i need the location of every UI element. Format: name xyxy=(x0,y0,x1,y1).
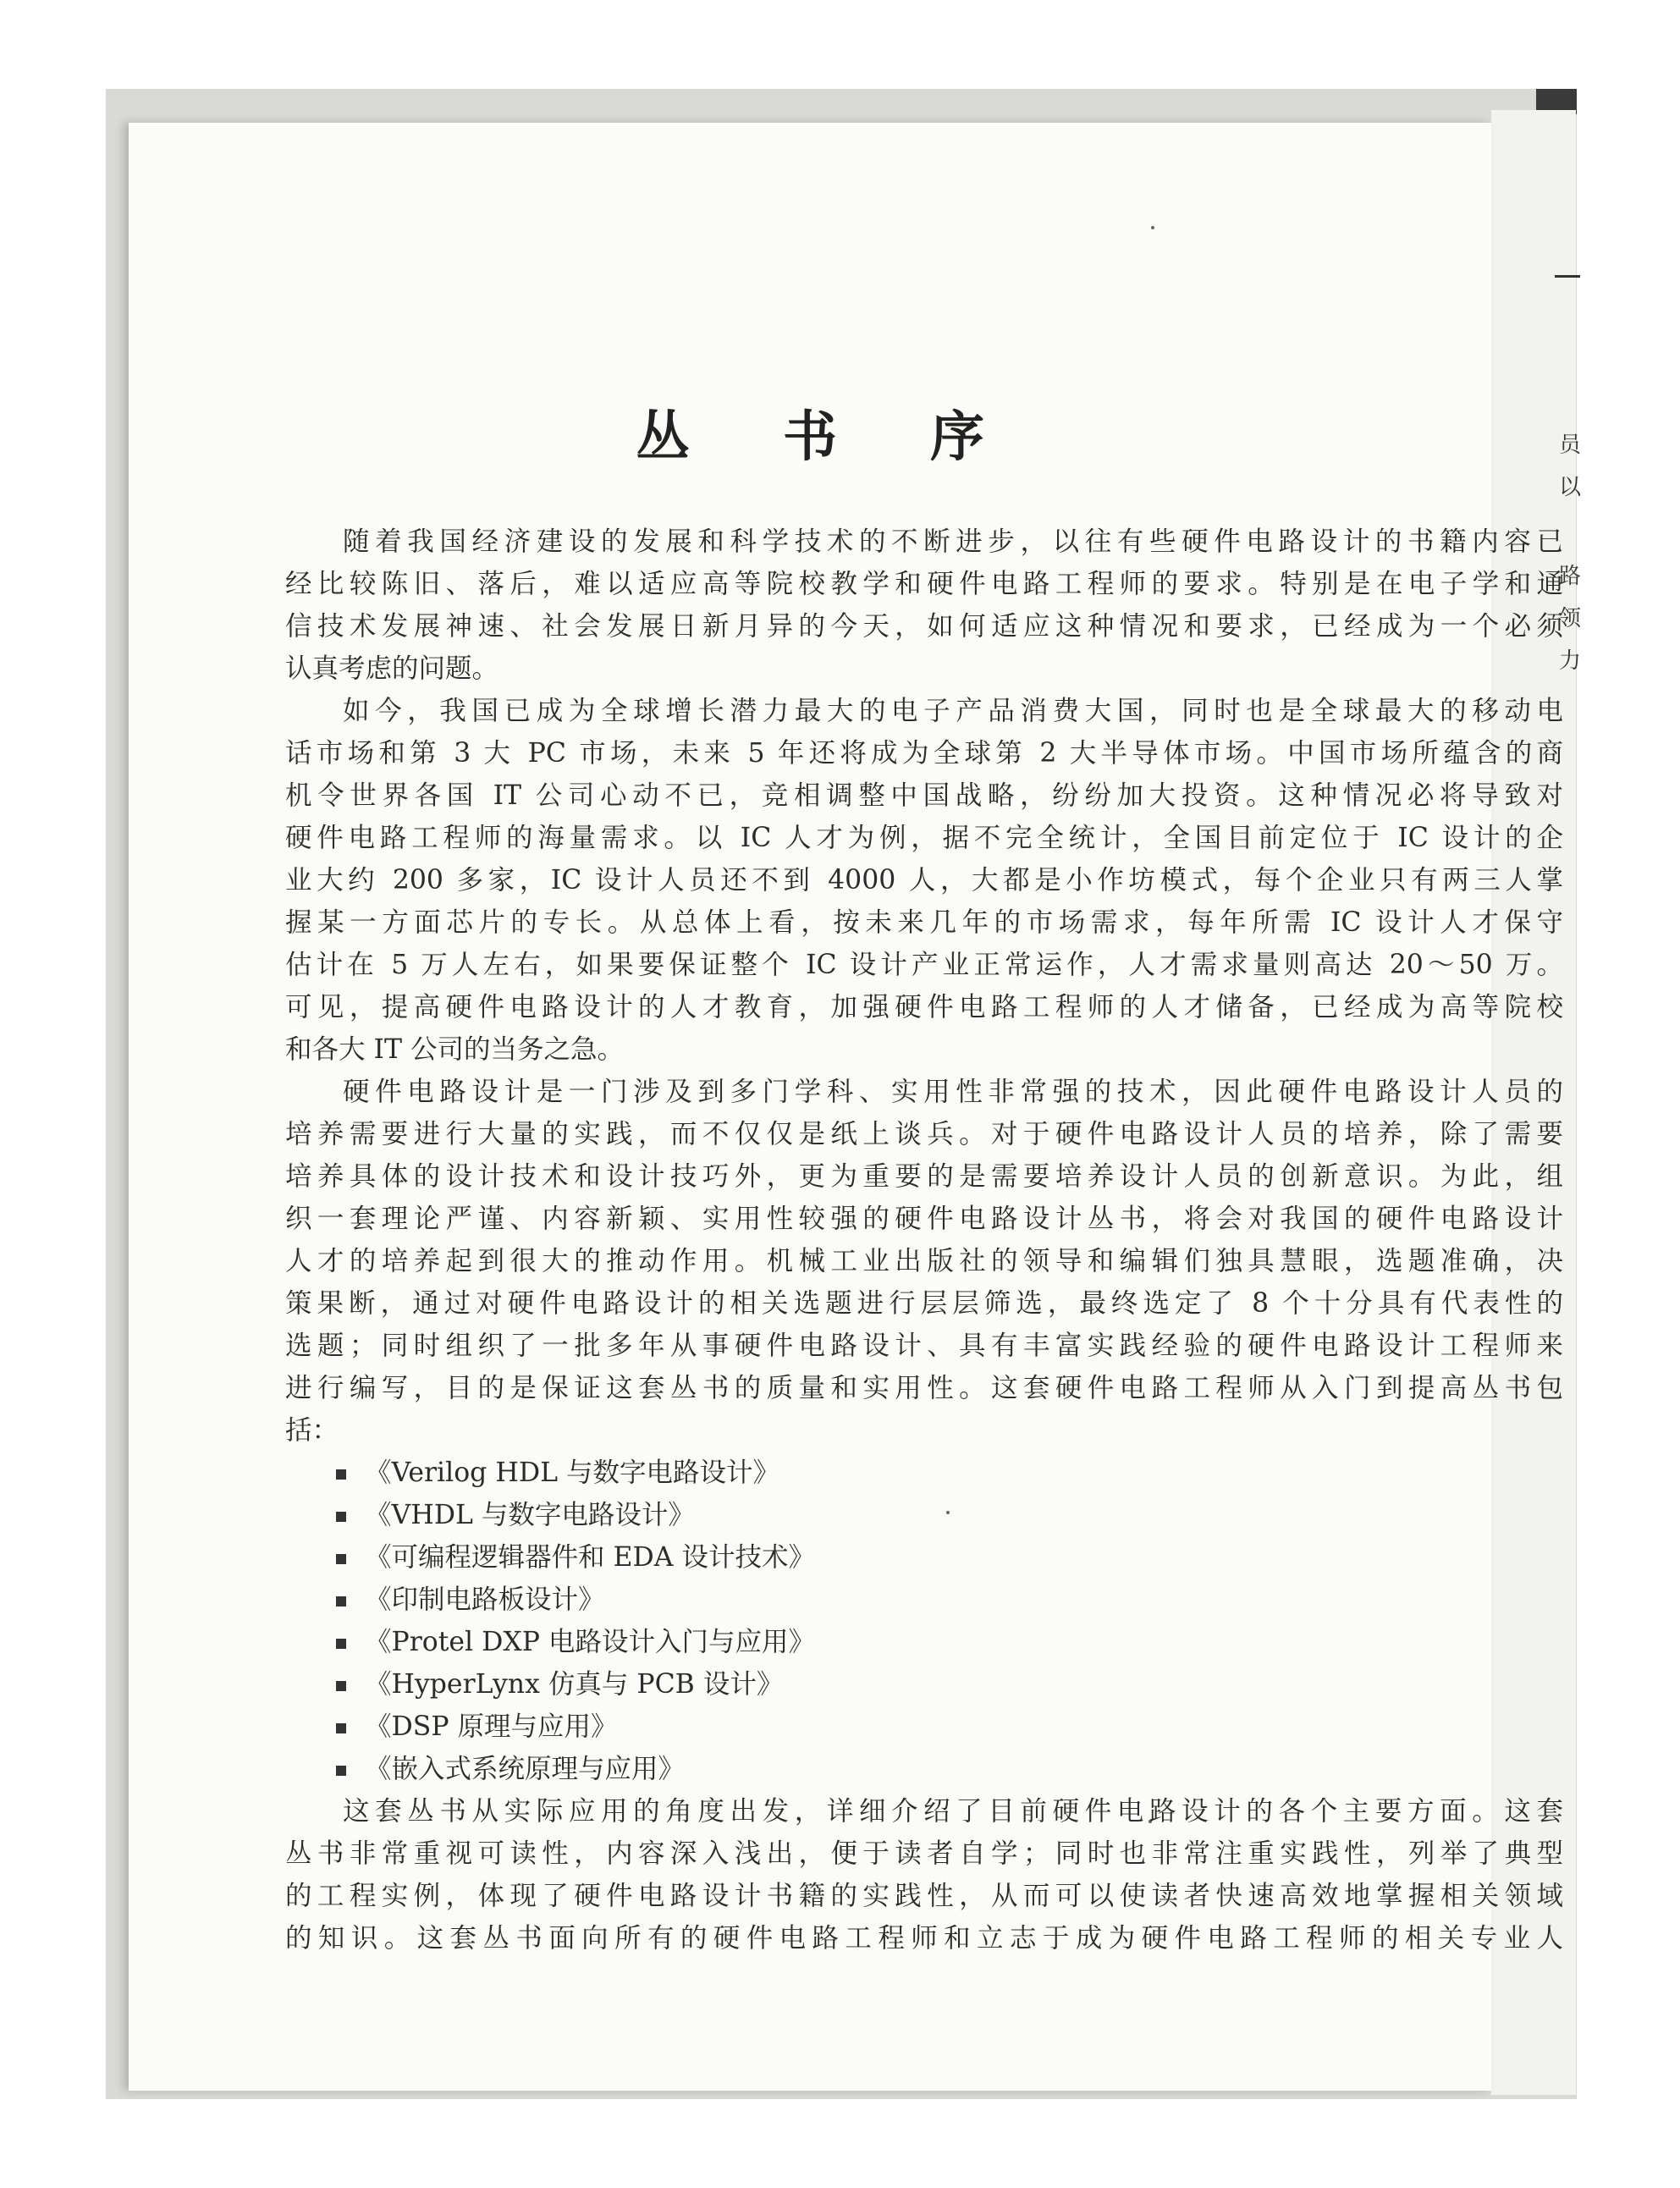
paragraph xyxy=(285,1071,1563,1452)
text-line: 培养具体的设计技术和设计技巧外，更为重要的是需要培养设计人员的创新意识。为此，组 xyxy=(285,1161,1563,1192)
book-title: 《DSP 原理与应用》 xyxy=(365,1711,618,1742)
facing-page-glyph: 力 xyxy=(1559,648,1582,674)
book-list-item xyxy=(285,1494,1563,1536)
book-list-item xyxy=(285,1536,1563,1579)
text-line: 的知识。这套丛书面向所有的硬件电路工程师和立志于成为硬件电路工程师的相关专业人 xyxy=(285,1923,1563,1954)
book-list-item xyxy=(285,1663,1563,1706)
square-bullet-icon xyxy=(336,1596,346,1607)
closing-paragraph xyxy=(285,1790,1563,1959)
text-line: 业大约 200 多家，IC 设计人员还不到 4000 人，大都是小作坊模式，每个企业只有两三人掌 xyxy=(285,865,1563,896)
book-title: 《嵌入式系统原理与应用》 xyxy=(365,1754,686,1784)
text-line: 进行编写，目的是保证这套丛书的质量和实用性。这套硬件电路工程师从入门到提高丛书包 xyxy=(285,1373,1563,1403)
book-title: 《Verilog HDL 与数字电路设计》 xyxy=(365,1458,780,1488)
text-line: 人才的培养起到很大的推动作用。机械工业出版社的领导和编辑们独具慧眼，选题准确，决 xyxy=(285,1246,1563,1276)
text-line: 机令世界各国 IT 公司心动不已，竞相调整中国战略，纷纷加大投资。这种情况必将导致对 xyxy=(285,780,1563,811)
text-line: 括： xyxy=(285,1415,339,1446)
facing-page-glyph: 路 xyxy=(1559,564,1582,589)
text-line: 估计在 5 万人左右，如果要保证整个 IC 设计产业正常运作，人才需求量则高达 20～50 万。 xyxy=(285,950,1563,980)
text-line: 和各大 IT 公司的当务之急。 xyxy=(285,1034,624,1065)
square-bullet-icon xyxy=(336,1639,346,1649)
text-line: 可见，提高硬件电路设计的人才教育，加强硬件电路工程师的人才储备，已经成为高等院校 xyxy=(285,992,1563,1022)
square-bullet-icon xyxy=(336,1554,346,1564)
text-line: 的工程实例，体现了硬件电路设计书籍的实践性，从而可以使读者快速高效地掌握相关领域 xyxy=(285,1881,1563,1911)
square-bullet-icon xyxy=(336,1723,346,1733)
text-line: 握某一方面芯片的专长。从总体上看，按未来几年的市场需求，每年所需 IC 设计人才保守 xyxy=(285,907,1563,938)
text-line: 话市场和第 3 大 PC 市场，未来 5 年还将成为全球第 2 大半导体市场。中国市场所蕴含的商 xyxy=(285,738,1563,769)
book-list-item xyxy=(285,1579,1563,1621)
facing-page-rule xyxy=(1555,275,1580,278)
text-line: 信技术发展神速、社会发展日新月异的今天，如何适应这种情况和要求，已经成为一个必须 xyxy=(285,611,1563,642)
square-bullet-icon xyxy=(336,1512,346,1522)
text-line: 如今，我国已成为全球增长潜力最大的电子产品消费大国，同时也是全球最大的移动电 xyxy=(343,696,1563,726)
book-title: 《印制电路板设计》 xyxy=(365,1585,605,1615)
preface-body xyxy=(285,521,1563,1959)
text-line: 这套丛书从实际应用的角度出发，详细介绍了目前硬件电路设计的各个主要方面。这套 xyxy=(343,1796,1563,1827)
square-bullet-icon xyxy=(336,1766,346,1776)
book-title: 《Protel DXP 电路设计入门与应用》 xyxy=(365,1627,815,1657)
page-title: 丛书序 xyxy=(636,405,1077,469)
facing-page-glyph: 以 xyxy=(1559,475,1582,500)
text-line: 织一套理论严谨、内容新颖、实用性较强的硬件电路设计丛书，将会对我国的硬件电路设计 xyxy=(285,1204,1563,1234)
book-list-item xyxy=(285,1621,1563,1663)
text-line: 策果断，通过对硬件电路设计的相关选题进行层层筛选，最终选定了 8 个十分具有代表性的 xyxy=(285,1288,1563,1319)
book-list xyxy=(285,1452,1563,1790)
square-bullet-icon xyxy=(336,1681,346,1691)
book-list-item xyxy=(285,1452,1563,1494)
facing-page-glyph: 员 xyxy=(1559,433,1582,458)
paragraph xyxy=(285,521,1563,690)
book-page xyxy=(129,123,1563,2091)
text-line: 培养需要进行大量的实践，而不仅仅是纸上谈兵。对于硬件电路设计人员的培养，除了需要 xyxy=(285,1119,1563,1149)
text-line: 硬件电路设计是一门涉及到多门学科、实用性非常强的技术，因此硬件电路设计人员的 xyxy=(343,1077,1563,1107)
text-line: 认真考虑的问题。 xyxy=(285,653,499,684)
text-line: 丛书非常重视可读性，内容深入浅出，便于读者自学；同时也非常注重实践性，列举了典型 xyxy=(285,1838,1563,1869)
text-line: 选题；同时组织了一批多年从事硬件电路设计、具有丰富实践经验的硬件电路设计工程师来 xyxy=(285,1331,1563,1361)
paragraph xyxy=(285,690,1563,1071)
square-bullet-icon xyxy=(336,1469,346,1480)
facing-page-glyph: 领 xyxy=(1559,606,1582,631)
text-line: 随着我国经济建设的发展和科学技术的不断进步，以往有些硬件电路设计的书籍内容已 xyxy=(343,526,1563,557)
book-list-item xyxy=(285,1748,1563,1790)
text-line: 经比较陈旧、落后，难以适应高等院校教学和硬件电路工程师的要求。特别是在电子学和通 xyxy=(285,569,1563,599)
text-line: 硬件电路工程师的海量需求。以 IC 人才为例，据不完全统计，全国目前定位于 IC 设计的企 xyxy=(285,823,1563,853)
book-list-item xyxy=(285,1706,1563,1748)
book-title: 《VHDL 与数字电路设计》 xyxy=(365,1500,695,1530)
book-title: 《HyperLynx 仿真与 PCB 设计》 xyxy=(365,1669,784,1700)
book-title: 《可编程逻辑器件和 EDA 设计技术》 xyxy=(365,1542,816,1573)
scan-speck xyxy=(1151,226,1154,229)
